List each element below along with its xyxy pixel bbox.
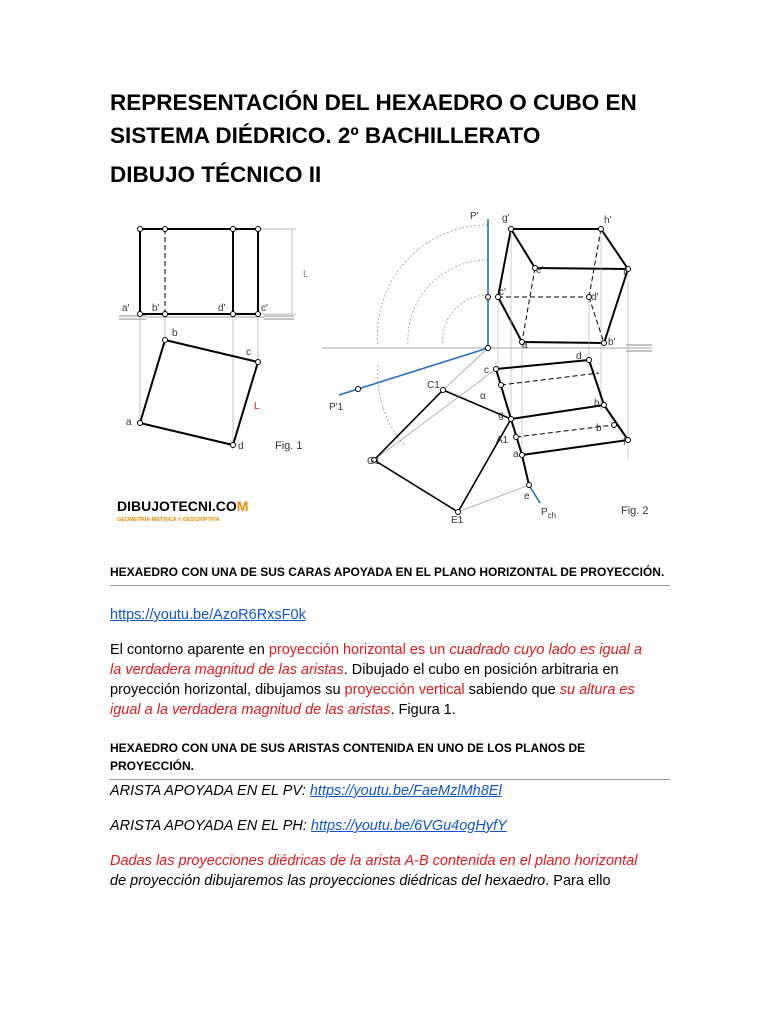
fig2-label-g-prime: g' (502, 213, 510, 224)
section2-heading: HEXAEDRO CON UNA DE SUS ARISTAS CONTENIDA EN UNO DE LOS PLANOS DE PROYECCIÓN. (110, 739, 670, 780)
arista-ph-link[interactable]: https://youtu.be/6VGu4ogHyfY (310, 818, 507, 834)
fig2-label-C1: C1 (427, 380, 440, 391)
fig2-label-E1: E1 (451, 515, 464, 526)
fig2-label-g: g (498, 410, 504, 421)
fig2-label-e: e (524, 491, 530, 502)
section1-video-link[interactable]: https://youtu.be/AzoR6RxsF0k (110, 607, 306, 623)
cube-figures (104, 205, 664, 530)
fig1-label-a: a (126, 417, 132, 428)
arista-pv-line: ARISTA APOYADA EN EL PV: https://youtu.be/FaeMzlMh8El (110, 783, 502, 799)
fig2-label-b: b (596, 423, 602, 434)
fig2-label-alpha: α (480, 391, 486, 402)
fig2-label-c-prime: c' (499, 287, 506, 298)
section1-heading: HEXAEDRO CON UNA DE SUS CARAS APOYADA EN EL PLANO HORIZONTAL DE PROYECCIÓN. (110, 563, 670, 586)
fig2-label-P-prime-1: P'1 (329, 402, 344, 413)
fig1-label-b: b (172, 328, 178, 339)
fig1-label-b-prime: b' (152, 303, 160, 314)
fig2-label-d: d (576, 351, 582, 362)
arista-ph-line: ARISTA APOYADA EN EL PH: https://youtu.be/6VGu4ogHyfY (110, 818, 507, 834)
dibujotecni-logo (117, 498, 248, 523)
fig1-drawing (119, 229, 296, 450)
fig2-label-f: f (623, 437, 626, 448)
fig2-label-f-prime: f' (623, 267, 628, 278)
fig2-label-G1: G1 (367, 456, 381, 467)
document-title: REPRESENTACIÓN DEL HEXAEDRO O CUBO EN SISTEMA DIÉDRICO. 2º BACHILLERATO (110, 90, 637, 148)
document-subtitle: DIBUJO TÉCNICO II (110, 162, 322, 187)
fig2-label-P-ch: $P_{ch}$ (541, 507, 557, 520)
fig1-caption: Fig. 1 (275, 440, 303, 452)
fig2-label-a-prime: a' (522, 340, 530, 351)
section1-paragraph: El contorno aparente en proyección horizontal es un cuadrado cuyo lado es igual a la verdadera magnitud de las aristas. Dibujado el cubo en posición arbitraria en proyección horizontal, dibujamos su proyección vertical sabiendo que su altura es igual a la verdadera magnitud de las aristas. Figura 1. (110, 642, 643, 718)
fig2-label-h: h (594, 398, 600, 409)
fig2-label-h-prime: h' (604, 215, 612, 226)
fig1-label-L-top: L (303, 269, 309, 280)
fig1-label-c: c (246, 347, 251, 358)
fig2-label-e-prime: e' (536, 265, 544, 276)
svg-text:DIBUJOTECNI.COM: DIBUJOTECNI.COM (117, 498, 249, 514)
fig2-label-a: a (513, 449, 519, 460)
fig2-label-P-prime: P' (470, 211, 479, 222)
fig2-label-A1: A1 (496, 435, 509, 446)
fig1-label-a-prime: a' (122, 303, 130, 314)
fig1-label-L-bottom: L (254, 401, 260, 412)
fig2-label-c: c (484, 365, 489, 376)
arista-pv-link[interactable]: https://youtu.be/FaeMzlMh8El (309, 783, 502, 799)
svg-text:GEOMETRÍA MÉTRICA Y DESCRIPTIV: GEOMETRÍA MÉTRICA Y DESCRIPTIVA (117, 517, 220, 523)
section2-paragraph: Dadas las proyecciones diédricas de la arista A-B contenida en el plano horizontal de proyección dibujaremos las proyecciones diédricas del hexaedro. Para ello (110, 853, 638, 889)
fig2-caption: Fig. 2 (621, 505, 649, 517)
fig2-label-d-prime: d' (591, 292, 599, 303)
fig1-label-c-prime: c' (261, 303, 268, 314)
fig1-label-d: d (238, 441, 244, 452)
fig2-label-b-prime: b' (608, 337, 616, 348)
fig2-points (356, 227, 631, 515)
fig1-label-d-prime: d' (218, 303, 226, 314)
